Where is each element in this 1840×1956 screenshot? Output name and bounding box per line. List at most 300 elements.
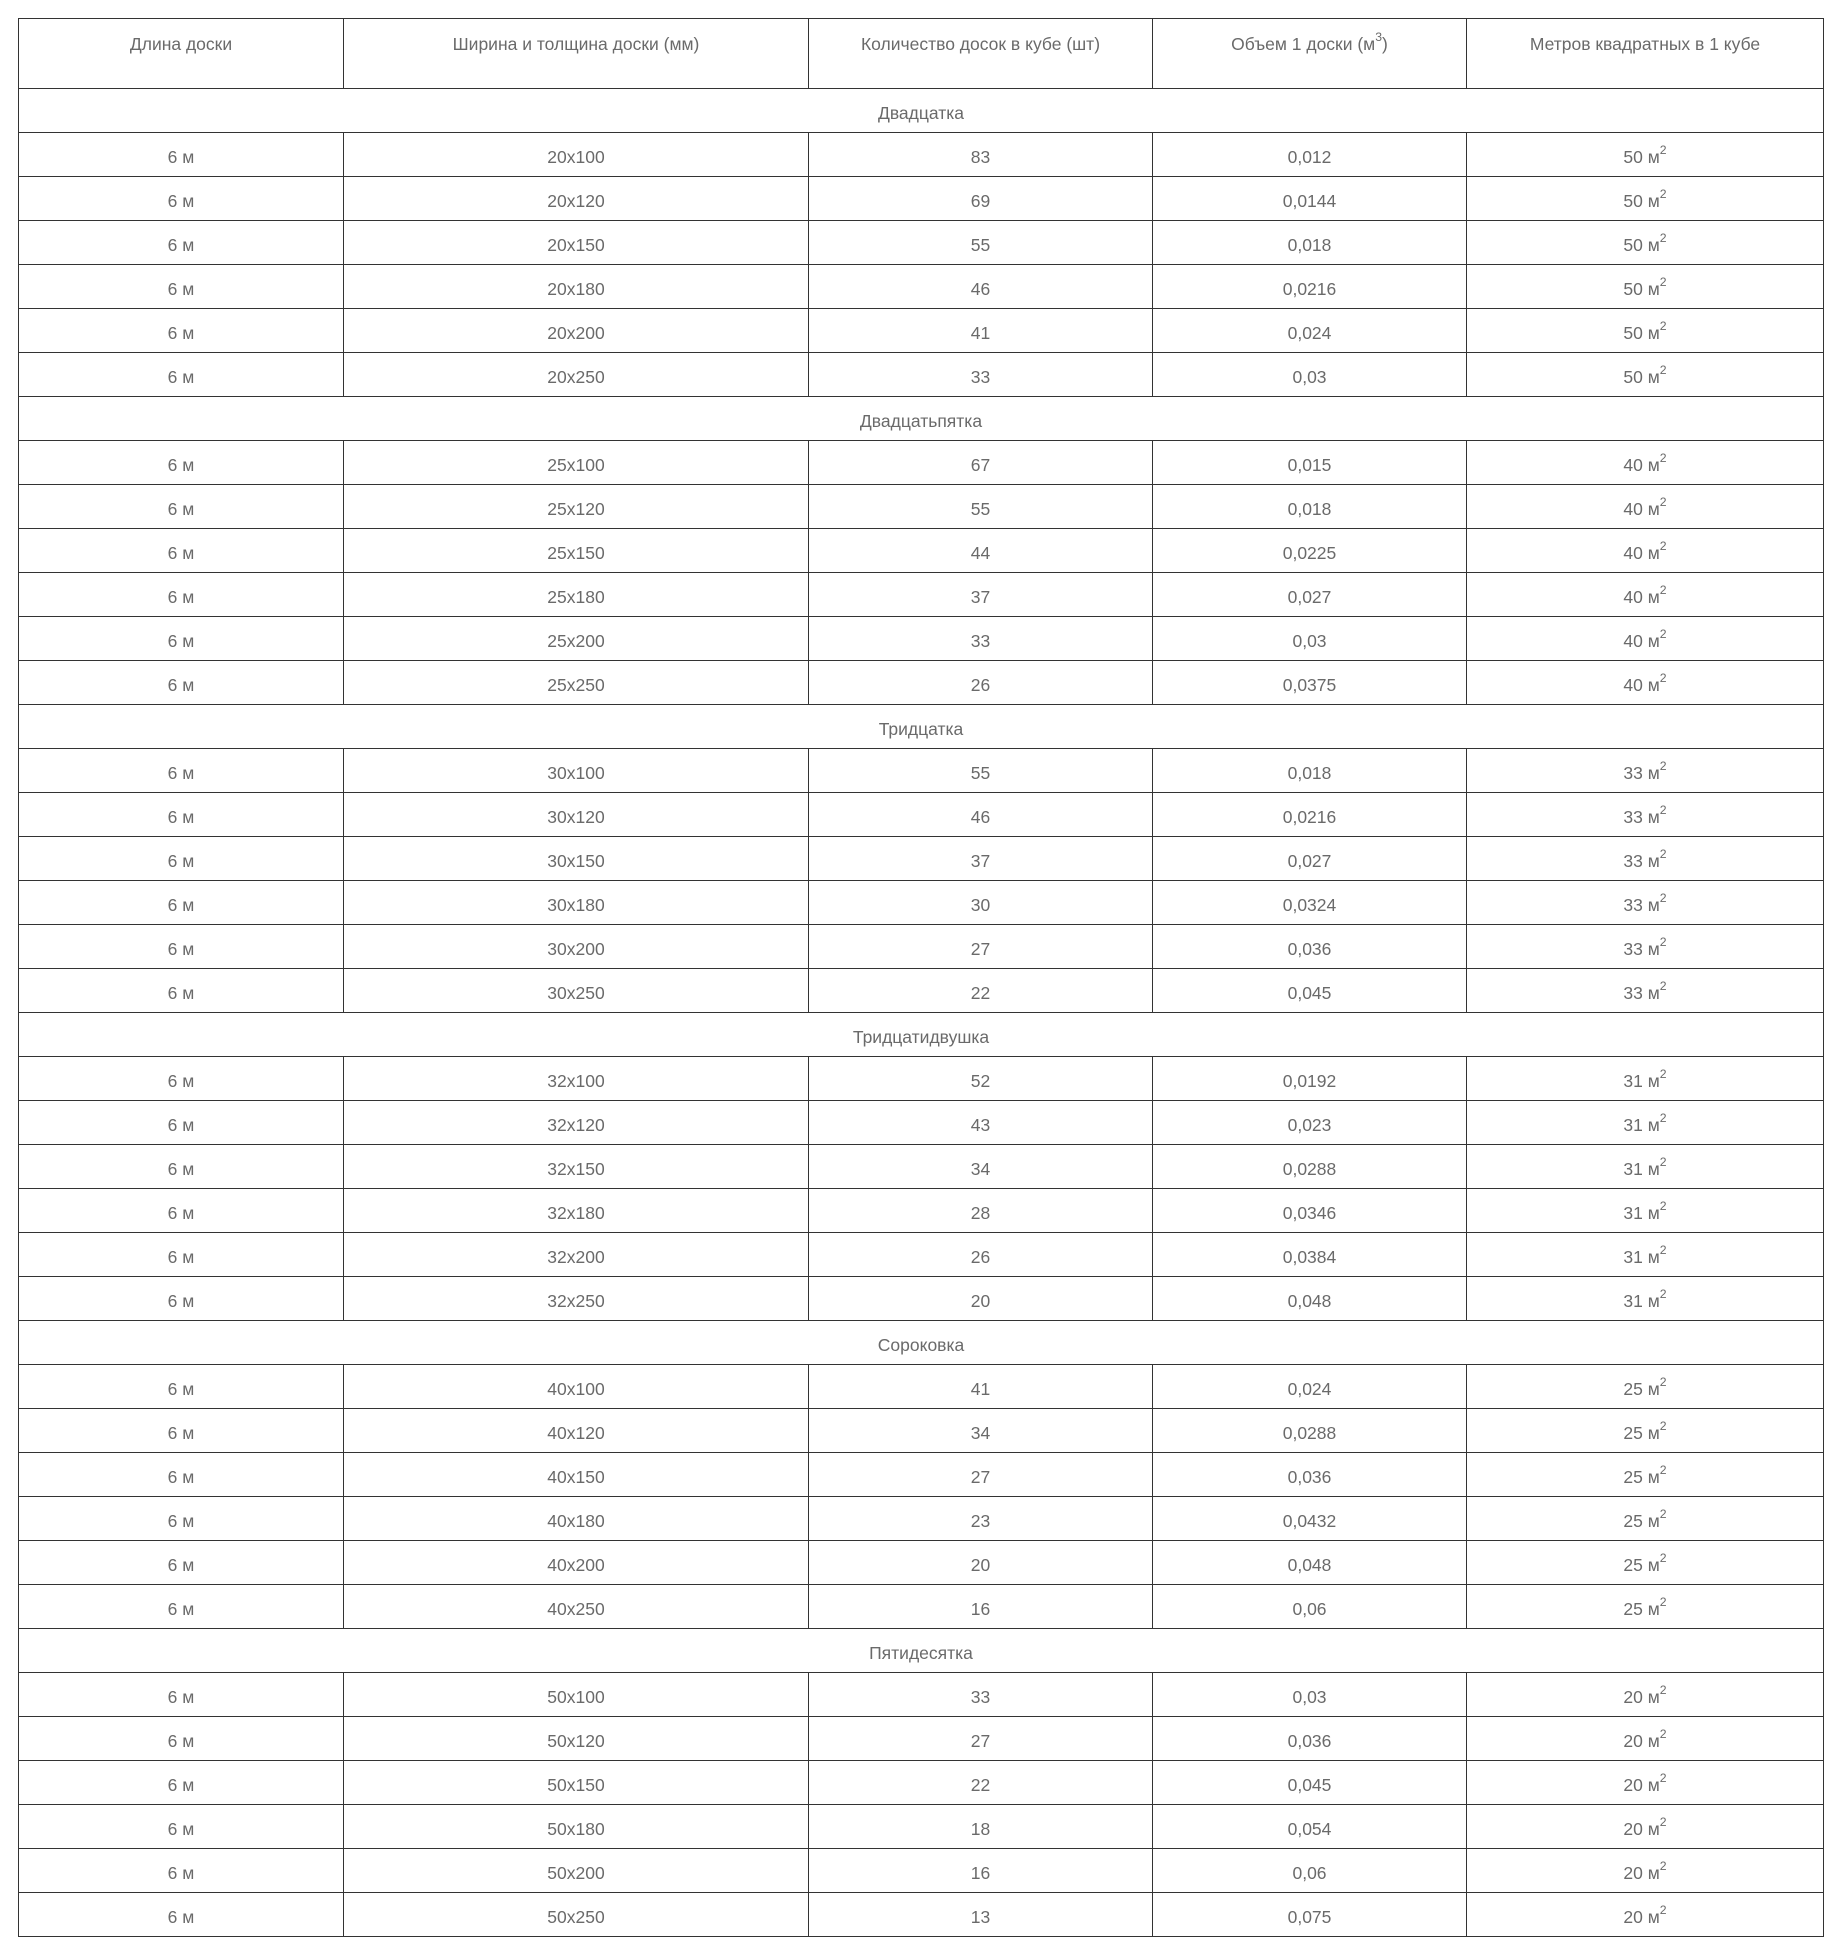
cell-area-exponent: 2: [1659, 1155, 1667, 1170]
table-row: [19, 1717, 1824, 1761]
cell-length: 6 м: [19, 1717, 344, 1761]
cell-area: [1467, 529, 1824, 573]
cell-length: 6 м: [19, 573, 344, 617]
cell-size: 30х180: [344, 881, 809, 925]
cell-size: 25х100: [344, 441, 809, 485]
table-row: [19, 1893, 1824, 1937]
cell-volume: 0,023: [1153, 1101, 1467, 1145]
cell-volume: 0,027: [1153, 573, 1467, 617]
cell-area-exponent: 2: [1659, 671, 1667, 686]
table-row: [19, 1541, 1824, 1585]
header-size: Ширина и толщина доски (мм): [344, 19, 809, 89]
cell-volume: 0,0216: [1153, 265, 1467, 309]
cell-area-exponent: 2: [1659, 1727, 1667, 1742]
group-row: [19, 1321, 1824, 1365]
cell-length: 6 м: [19, 1453, 344, 1497]
cell-area: [1467, 925, 1824, 969]
cell-count: 33: [809, 1673, 1153, 1717]
table-row: [19, 881, 1824, 925]
cell-size: 32х120: [344, 1101, 809, 1145]
cell-area-exponent: 2: [1659, 1463, 1667, 1478]
cell-area-value: 31 м: [1623, 1247, 1660, 1267]
group-row: [19, 397, 1824, 441]
cell-size: 50х120: [344, 1717, 809, 1761]
cell-size: 50х150: [344, 1761, 809, 1805]
cell-area: [1467, 969, 1824, 1013]
cell-area-exponent: 2: [1659, 1287, 1667, 1302]
cell-area: [1467, 177, 1824, 221]
cell-length: 6 м: [19, 485, 344, 529]
cell-area: [1467, 1585, 1824, 1629]
table-row: [19, 485, 1824, 529]
cell-area-value: 25 м: [1623, 1379, 1660, 1399]
cell-size: 40х150: [344, 1453, 809, 1497]
cell-length: 6 м: [19, 177, 344, 221]
cell-area-value: 20 м: [1623, 1731, 1660, 1751]
cell-count: 33: [809, 617, 1153, 661]
cell-area: [1467, 1277, 1824, 1321]
cell-count: 16: [809, 1849, 1153, 1893]
table-row: [19, 1189, 1824, 1233]
table-row: [19, 1365, 1824, 1409]
cell-area-exponent: 2: [1659, 1199, 1667, 1214]
cell-size: 20х250: [344, 353, 809, 397]
cell-length: 6 м: [19, 1409, 344, 1453]
cell-area-value: 25 м: [1623, 1423, 1660, 1443]
cell-area: [1467, 1497, 1824, 1541]
cell-count: 13: [809, 1893, 1153, 1937]
cell-size: 30х100: [344, 749, 809, 793]
cell-count: 22: [809, 1761, 1153, 1805]
cell-area-exponent: 2: [1659, 1595, 1667, 1610]
cell-count: 67: [809, 441, 1153, 485]
cell-count: 34: [809, 1145, 1153, 1189]
cell-count: 23: [809, 1497, 1153, 1541]
cell-size: 30х120: [344, 793, 809, 837]
cell-area: [1467, 1541, 1824, 1585]
table-row: [19, 1673, 1824, 1717]
cell-length: 6 м: [19, 441, 344, 485]
group-title: Пятидесятка: [19, 1629, 1824, 1673]
cell-area-value: 20 м: [1623, 1863, 1660, 1883]
cell-length: 6 м: [19, 661, 344, 705]
cell-length: 6 м: [19, 221, 344, 265]
header-count: Количество досок в кубе (шт): [809, 19, 1153, 89]
cell-volume: 0,027: [1153, 837, 1467, 881]
cell-area: [1467, 749, 1824, 793]
cell-area-value: 25 м: [1623, 1467, 1660, 1487]
cell-size: 32х200: [344, 1233, 809, 1277]
cell-size: 40х180: [344, 1497, 809, 1541]
cell-size: 32х150: [344, 1145, 809, 1189]
table-row: [19, 1101, 1824, 1145]
cell-volume: 0,015: [1153, 441, 1467, 485]
cell-area: [1467, 1893, 1824, 1937]
cell-count: 52: [809, 1057, 1153, 1101]
cell-length: 6 м: [19, 837, 344, 881]
cell-volume: 0,0225: [1153, 529, 1467, 573]
table-row: [19, 1585, 1824, 1629]
table-row: [19, 1849, 1824, 1893]
cell-volume: 0,03: [1153, 617, 1467, 661]
table-row: [19, 925, 1824, 969]
table-row: [19, 837, 1824, 881]
cell-size: 50х100: [344, 1673, 809, 1717]
cell-length: 6 м: [19, 1541, 344, 1585]
cell-count: 18: [809, 1805, 1153, 1849]
cell-area: [1467, 309, 1824, 353]
cell-area-exponent: 2: [1659, 1771, 1667, 1786]
cell-count: 26: [809, 1233, 1153, 1277]
cell-size: 30х150: [344, 837, 809, 881]
cell-length: 6 м: [19, 1189, 344, 1233]
cell-area-exponent: 2: [1659, 979, 1667, 994]
cell-area-value: 33 м: [1623, 895, 1660, 915]
cell-volume: 0,036: [1153, 925, 1467, 969]
cell-area-value: 50 м: [1623, 279, 1660, 299]
board-volume-table: [18, 18, 1824, 1937]
cell-area-exponent: 2: [1659, 187, 1667, 202]
cell-area: [1467, 573, 1824, 617]
cell-area-value: 33 м: [1623, 851, 1660, 871]
cell-volume: 0,036: [1153, 1717, 1467, 1761]
header-volume: [1153, 19, 1467, 89]
cell-area-value: 40 м: [1623, 499, 1660, 519]
cell-volume: 0,048: [1153, 1541, 1467, 1585]
table-row: [19, 573, 1824, 617]
cell-area: [1467, 441, 1824, 485]
cell-count: 34: [809, 1409, 1153, 1453]
cell-area-value: 33 м: [1623, 807, 1660, 827]
cell-size: 30х250: [344, 969, 809, 1013]
group-title: Двадцатка: [19, 89, 1824, 133]
table-row: [19, 353, 1824, 397]
cell-count: 28: [809, 1189, 1153, 1233]
cell-length: 6 м: [19, 1057, 344, 1101]
cell-volume: 0,075: [1153, 1893, 1467, 1937]
cell-area-exponent: 2: [1659, 1067, 1667, 1082]
cell-area: [1467, 1673, 1824, 1717]
cell-area-exponent: 2: [1659, 1683, 1667, 1698]
table-row: [19, 221, 1824, 265]
cell-size: 40х100: [344, 1365, 809, 1409]
cell-size: 25х180: [344, 573, 809, 617]
cell-length: 6 м: [19, 1365, 344, 1409]
cell-area: [1467, 1805, 1824, 1849]
cell-area: [1467, 1453, 1824, 1497]
cell-length: 6 м: [19, 1497, 344, 1541]
cell-count: 27: [809, 1717, 1153, 1761]
cell-area-value: 31 м: [1623, 1203, 1660, 1223]
cell-size: 32х100: [344, 1057, 809, 1101]
cell-count: 46: [809, 793, 1153, 837]
cell-area-value: 50 м: [1623, 147, 1660, 167]
cell-size: 20х120: [344, 177, 809, 221]
cell-size: 50х180: [344, 1805, 809, 1849]
cell-count: 43: [809, 1101, 1153, 1145]
cell-volume: 0,06: [1153, 1585, 1467, 1629]
table-row: [19, 309, 1824, 353]
cell-area-value: 25 м: [1623, 1555, 1660, 1575]
cell-length: 6 м: [19, 133, 344, 177]
cell-count: 20: [809, 1277, 1153, 1321]
cell-area: [1467, 485, 1824, 529]
group-row: [19, 705, 1824, 749]
group-row: [19, 1013, 1824, 1057]
cell-length: 6 м: [19, 1893, 344, 1937]
cell-length: 6 м: [19, 1673, 344, 1717]
group-title: Двадцатьпятка: [19, 397, 1824, 441]
cell-count: 69: [809, 177, 1153, 221]
table-row: [19, 177, 1824, 221]
cell-area: [1467, 1365, 1824, 1409]
cell-area: [1467, 793, 1824, 837]
cell-volume: 0,045: [1153, 969, 1467, 1013]
cell-area-value: 50 м: [1623, 367, 1660, 387]
cell-area-exponent: 2: [1659, 319, 1667, 334]
cell-length: 6 м: [19, 353, 344, 397]
cell-volume: 0,0192: [1153, 1057, 1467, 1101]
cell-count: 33: [809, 353, 1153, 397]
cell-length: 6 м: [19, 1805, 344, 1849]
cell-area: [1467, 617, 1824, 661]
table-row: [19, 441, 1824, 485]
table-row: [19, 1453, 1824, 1497]
cell-area: [1467, 353, 1824, 397]
cell-volume: 0,018: [1153, 749, 1467, 793]
cell-area-value: 20 м: [1623, 1687, 1660, 1707]
table-row: [19, 661, 1824, 705]
cell-count: 26: [809, 661, 1153, 705]
header-row: [19, 19, 1824, 89]
cell-area: [1467, 133, 1824, 177]
table-row: [19, 133, 1824, 177]
cell-area: [1467, 1189, 1824, 1233]
cell-size: 32х250: [344, 1277, 809, 1321]
cell-length: 6 м: [19, 309, 344, 353]
cell-volume: 0,045: [1153, 1761, 1467, 1805]
cell-count: 37: [809, 837, 1153, 881]
header-volume-exponent: 3: [1375, 30, 1383, 45]
group-row: [19, 89, 1824, 133]
cell-length: 6 м: [19, 793, 344, 837]
cell-volume: 0,0144: [1153, 177, 1467, 221]
cell-volume: 0,03: [1153, 353, 1467, 397]
cell-count: 41: [809, 309, 1153, 353]
cell-area-value: 40 м: [1623, 455, 1660, 475]
cell-volume: 0,0384: [1153, 1233, 1467, 1277]
cell-area: [1467, 1849, 1824, 1893]
cell-area-value: 33 м: [1623, 763, 1660, 783]
cell-volume: 0,018: [1153, 221, 1467, 265]
cell-size: 25х200: [344, 617, 809, 661]
table-row: [19, 265, 1824, 309]
cell-area-exponent: 2: [1659, 1859, 1667, 1874]
cell-area-exponent: 2: [1659, 231, 1667, 246]
cell-area-value: 25 м: [1623, 1599, 1660, 1619]
group-row: [19, 1629, 1824, 1673]
table-row: [19, 1761, 1824, 1805]
cell-volume: 0,0375: [1153, 661, 1467, 705]
cell-area: [1467, 1233, 1824, 1277]
cell-volume: 0,0288: [1153, 1409, 1467, 1453]
cell-volume: 0,012: [1153, 133, 1467, 177]
cell-count: 55: [809, 749, 1153, 793]
cell-volume: 0,054: [1153, 1805, 1467, 1849]
cell-area-exponent: 2: [1659, 539, 1667, 554]
cell-count: 27: [809, 1453, 1153, 1497]
cell-area-exponent: 2: [1659, 1507, 1667, 1522]
cell-area-value: 40 м: [1623, 543, 1660, 563]
cell-area-exponent: 2: [1659, 847, 1667, 862]
cell-area: [1467, 837, 1824, 881]
table-row: [19, 1145, 1824, 1189]
cell-area-value: 31 м: [1623, 1115, 1660, 1135]
cell-count: 55: [809, 485, 1153, 529]
cell-area-exponent: 2: [1659, 627, 1667, 642]
cell-area-value: 50 м: [1623, 323, 1660, 343]
cell-length: 6 м: [19, 881, 344, 925]
cell-size: 40х250: [344, 1585, 809, 1629]
table-body: [19, 89, 1824, 1937]
cell-count: 22: [809, 969, 1153, 1013]
cell-count: 20: [809, 1541, 1153, 1585]
cell-area-exponent: 2: [1659, 275, 1667, 290]
cell-area: [1467, 221, 1824, 265]
cell-area-value: 20 м: [1623, 1819, 1660, 1839]
cell-area-exponent: 2: [1659, 759, 1667, 774]
cell-volume: 0,018: [1153, 485, 1467, 529]
group-title: Тридцатка: [19, 705, 1824, 749]
header-length: Длина доски: [19, 19, 344, 89]
table-row: [19, 1497, 1824, 1541]
table-row: [19, 1805, 1824, 1849]
table-row: [19, 529, 1824, 573]
cell-area-exponent: 2: [1659, 935, 1667, 950]
cell-volume: 0,0216: [1153, 793, 1467, 837]
table-row: [19, 793, 1824, 837]
cell-area-exponent: 2: [1659, 891, 1667, 906]
cell-area: [1467, 1409, 1824, 1453]
cell-area: [1467, 661, 1824, 705]
cell-volume: 0,06: [1153, 1849, 1467, 1893]
table-row: [19, 617, 1824, 661]
cell-count: 16: [809, 1585, 1153, 1629]
cell-area: [1467, 265, 1824, 309]
cell-volume: 0,0346: [1153, 1189, 1467, 1233]
cell-area-exponent: 2: [1659, 1111, 1667, 1126]
cell-length: 6 м: [19, 1233, 344, 1277]
cell-length: 6 м: [19, 1761, 344, 1805]
cell-area-exponent: 2: [1659, 143, 1667, 158]
cell-area: [1467, 1145, 1824, 1189]
cell-area-value: 50 м: [1623, 191, 1660, 211]
cell-length: 6 м: [19, 1101, 344, 1145]
cell-volume: 0,0324: [1153, 881, 1467, 925]
cell-length: 6 м: [19, 1849, 344, 1893]
cell-area-value: 40 м: [1623, 675, 1660, 695]
cell-size: 30х200: [344, 925, 809, 969]
cell-count: 41: [809, 1365, 1153, 1409]
cell-volume: 0,0288: [1153, 1145, 1467, 1189]
cell-area-value: 33 м: [1623, 983, 1660, 1003]
cell-area-exponent: 2: [1659, 803, 1667, 818]
cell-area-exponent: 2: [1659, 1419, 1667, 1434]
group-title: Сороковка: [19, 1321, 1824, 1365]
cell-area-value: 31 м: [1623, 1071, 1660, 1091]
cell-size: 20х150: [344, 221, 809, 265]
cell-area: [1467, 881, 1824, 925]
header-area: Метров квадратных в 1 кубе: [1467, 19, 1824, 89]
cell-length: 6 м: [19, 1585, 344, 1629]
cell-area-value: 20 м: [1623, 1907, 1660, 1927]
cell-length: 6 м: [19, 529, 344, 573]
cell-size: 32х180: [344, 1189, 809, 1233]
cell-count: 44: [809, 529, 1153, 573]
cell-area: [1467, 1761, 1824, 1805]
header-volume-close: ): [1382, 34, 1388, 54]
cell-length: 6 м: [19, 1145, 344, 1189]
cell-area: [1467, 1057, 1824, 1101]
cell-volume: 0,03: [1153, 1673, 1467, 1717]
group-title: Тридцатидвушка: [19, 1013, 1824, 1057]
cell-length: 6 м: [19, 969, 344, 1013]
cell-area-value: 31 м: [1623, 1291, 1660, 1311]
cell-size: 50х200: [344, 1849, 809, 1893]
cell-count: 37: [809, 573, 1153, 617]
cell-area-value: 33 м: [1623, 939, 1660, 959]
cell-volume: 0,048: [1153, 1277, 1467, 1321]
cell-length: 6 м: [19, 925, 344, 969]
table-row: [19, 749, 1824, 793]
header-volume-text: Объем 1 доски (м: [1231, 34, 1376, 54]
cell-count: 46: [809, 265, 1153, 309]
cell-area-exponent: 2: [1659, 583, 1667, 598]
cell-length: 6 м: [19, 749, 344, 793]
cell-size: 40х120: [344, 1409, 809, 1453]
cell-size: 20х200: [344, 309, 809, 353]
cell-area-exponent: 2: [1659, 1551, 1667, 1566]
cell-area-exponent: 2: [1659, 1375, 1667, 1390]
cell-count: 30: [809, 881, 1153, 925]
cell-volume: 0,0432: [1153, 1497, 1467, 1541]
cell-area-value: 20 м: [1623, 1775, 1660, 1795]
cell-count: 83: [809, 133, 1153, 177]
cell-size: 20х100: [344, 133, 809, 177]
cell-length: 6 м: [19, 617, 344, 661]
cell-size: 25х150: [344, 529, 809, 573]
cell-area-exponent: 2: [1659, 495, 1667, 510]
cell-area-exponent: 2: [1659, 1903, 1667, 1918]
cell-area: [1467, 1717, 1824, 1761]
cell-area-value: 25 м: [1623, 1511, 1660, 1531]
cell-length: 6 м: [19, 265, 344, 309]
cell-area-exponent: 2: [1659, 1243, 1667, 1258]
cell-volume: 0,024: [1153, 1365, 1467, 1409]
cell-count: 27: [809, 925, 1153, 969]
table-row: [19, 1233, 1824, 1277]
cell-area-value: 50 м: [1623, 235, 1660, 255]
cell-size: 20х180: [344, 265, 809, 309]
cell-area-exponent: 2: [1659, 451, 1667, 466]
cell-size: 25х250: [344, 661, 809, 705]
table-row: [19, 1057, 1824, 1101]
table-row: [19, 1277, 1824, 1321]
cell-length: 6 м: [19, 1277, 344, 1321]
cell-count: 55: [809, 221, 1153, 265]
table-row: [19, 1409, 1824, 1453]
cell-area-value: 40 м: [1623, 587, 1660, 607]
